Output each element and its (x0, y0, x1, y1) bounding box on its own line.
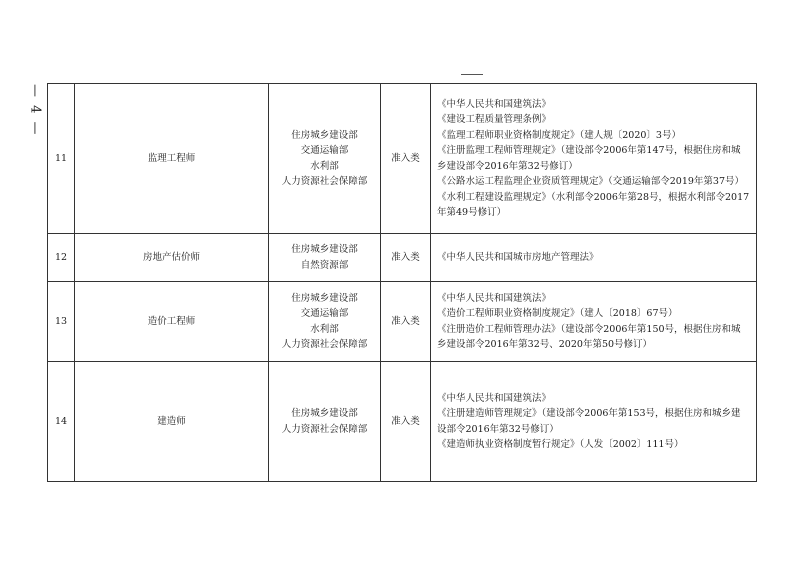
legal-basis-line: 《中华人民共和国建筑法》 (437, 292, 552, 304)
legal-basis-line: 《建造师执业资格制度暂行规定》（人发〔2002〕111号） (437, 439, 684, 450)
legal-basis-line: 《造价工程师职业资格制度规定》（建人〔2018〕67号） (437, 308, 678, 319)
department-name: 人力资源社会保障部 (281, 176, 368, 187)
legal-basis-line: 《监理工程师职业资格制度规定》（建人规〔2020〕3号） (437, 129, 681, 141)
department-name: 人力资源社会保障部 (281, 339, 368, 350)
legal-basis-cell (431, 282, 757, 362)
legal-basis-line: 《注册建造师管理规定》（建设部令2006年第153号，根据住房和城乡建 (437, 408, 741, 419)
department-name: 住房城乡建设部 (291, 408, 358, 419)
legal-basis-line: 《中华人民共和国建筑法》 (437, 98, 552, 110)
department-name: 住房城乡建设部 (291, 129, 358, 141)
department-cell (269, 362, 381, 482)
department-name: 水利部 (310, 323, 339, 335)
department-cell (269, 234, 381, 282)
legal-basis-line: 《中华人民共和国建筑法》 (437, 392, 552, 404)
qualification-name: 造价工程师 (75, 282, 269, 362)
page-number: — 4 — (27, 83, 43, 137)
legal-basis-cell (431, 84, 757, 234)
qualification-name: 房地产估价师 (75, 234, 269, 282)
legal-basis-line: 《水利工程建设监理规定》（水利部令2006年第28号，根据水利部令2017 (437, 191, 750, 203)
legal-basis-line: 《注册监理工程师管理规定》（建设部令2006年第147号，根据住房和城 (437, 145, 741, 156)
row-number: 11 (48, 84, 75, 234)
legal-basis-line: 《中华人民共和国城市房地产管理法》 (437, 251, 599, 263)
table-body (48, 84, 757, 482)
department-name: 交通运输部 (300, 145, 349, 156)
department-name: 住房城乡建设部 (291, 244, 358, 255)
qualification-type: 准入类 (381, 282, 431, 362)
table-row (48, 282, 757, 362)
row-number: 14 (48, 362, 75, 482)
qualification-name: 建造师 (75, 362, 269, 482)
legal-basis-cell (431, 234, 757, 282)
department-name: 住房城乡建设部 (291, 292, 358, 304)
qualification-type: 准入类 (381, 234, 431, 282)
legal-basis-line: 乡建设部令2016年第32号修订） (437, 160, 578, 172)
qualification-name: 监理工程师 (75, 84, 269, 234)
table-row (48, 362, 757, 482)
qualification-table (47, 83, 757, 482)
legal-basis-line: 《注册造价工程师管理办法》（建设部令2006年第150号，根据住房和城 (437, 323, 741, 335)
page-mark (461, 74, 483, 75)
row-number: 13 (48, 282, 75, 362)
department-cell (269, 84, 381, 234)
legal-basis-line: 设部令2016年第32号修订） (437, 423, 559, 435)
legal-basis-line: 《公路水运工程监理企业资质管理规定》（交通运输部令2019年第37号） (437, 176, 745, 187)
table-row (48, 234, 757, 282)
legal-basis-line: 年第49号修订） (437, 207, 507, 218)
department-name: 自然资源部 (300, 259, 349, 271)
legal-basis-line: 乡建设部令2016年第32号、2020年第50号修订） (437, 339, 653, 350)
legal-basis-cell (431, 362, 757, 482)
qualification-type: 准入类 (381, 84, 431, 234)
department-name: 交通运输部 (300, 308, 349, 319)
table-row (48, 84, 757, 234)
department-name: 人力资源社会保障部 (281, 423, 368, 435)
department-name: 水利部 (310, 160, 339, 172)
department-cell (269, 282, 381, 362)
legal-basis-line: 《建设工程质量管理条例》 (437, 114, 552, 125)
row-number: 12 (48, 234, 75, 282)
qualification-type: 准入类 (381, 362, 431, 482)
